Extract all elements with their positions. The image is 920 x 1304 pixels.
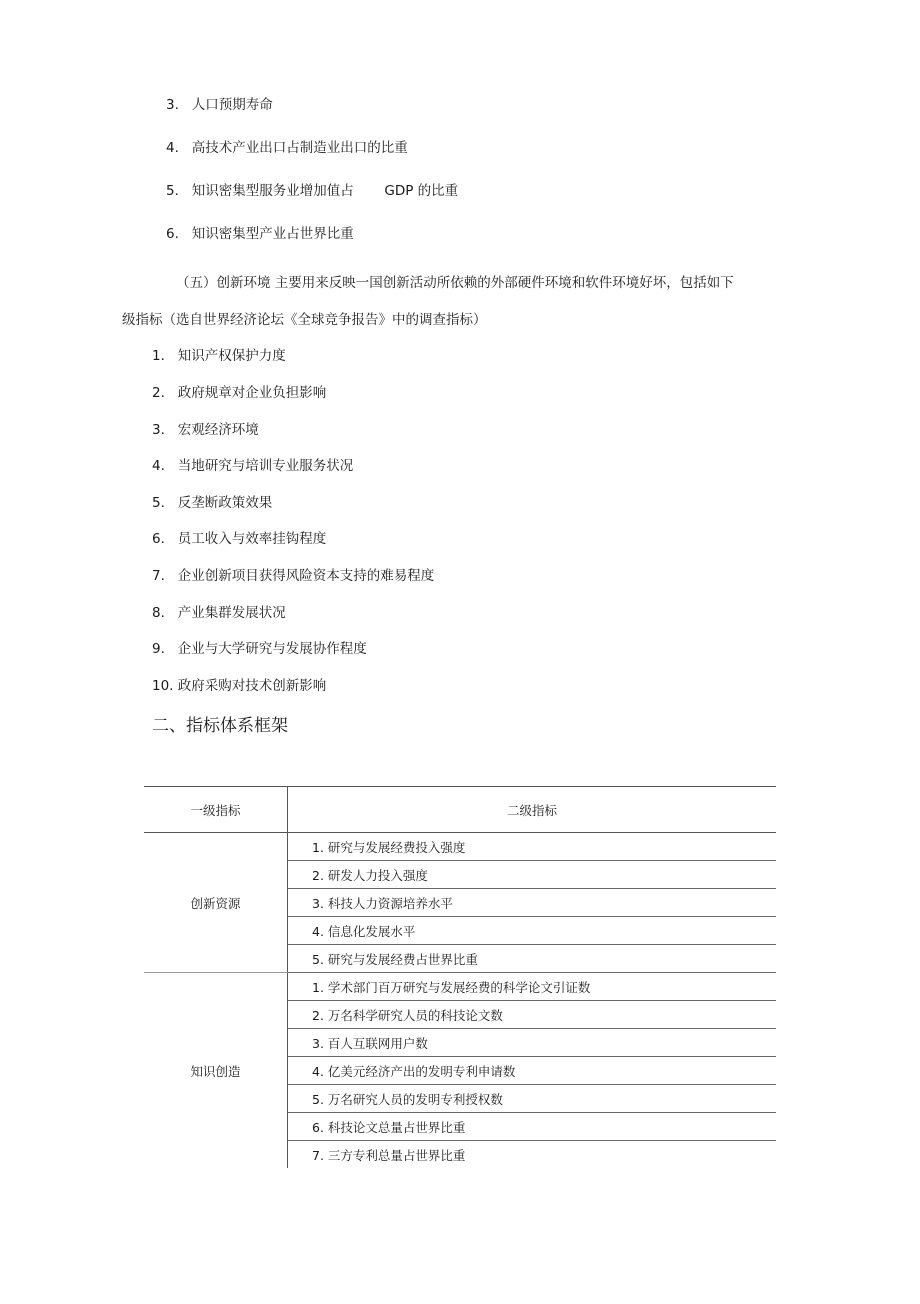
list-number: 9.: [152, 641, 165, 657]
list-text: 产业集群发展状况: [177, 605, 286, 621]
list-item: [152, 567, 434, 585]
list-text: 企业与大学研究与发展协作程度: [177, 641, 367, 657]
list-item: [152, 530, 326, 548]
category-cell: 创新资源: [144, 833, 288, 973]
list-text: 当地研究与培训专业服务状况: [177, 458, 354, 474]
list-text: 企业创新项目获得风险资本支持的难易程度: [177, 568, 435, 584]
list-text: 高技术产业出口占制造业出口的比重: [191, 140, 408, 156]
list-number: 5.: [166, 183, 179, 199]
indicator-table: [144, 786, 776, 1168]
indicator-cell: 4. 信息化发展水平: [288, 917, 777, 945]
list-number: 1.: [152, 348, 165, 364]
list-number: 10.: [152, 678, 174, 694]
list-number: 7.: [152, 568, 165, 584]
table-row: [144, 833, 776, 861]
table-row: [144, 973, 776, 1001]
indicator-cell: 4. 亿美元经济产出的发明专利申请数: [288, 1057, 777, 1085]
section-heading: 二、指标体系框架: [152, 716, 288, 736]
list-text: 反垄断政策效果: [177, 495, 273, 511]
list-number: 4.: [152, 458, 165, 474]
indicator-cell: 3. 百人互联网用户数: [288, 1029, 777, 1057]
indicator-cell: 3. 科技人力资源培养水平: [288, 889, 777, 917]
list-item: [152, 457, 353, 475]
list-number: 6.: [166, 226, 179, 242]
list-item: [166, 182, 458, 200]
table-header-row: [144, 787, 776, 833]
indicator-cell: 6. 科技论文总量占世界比重: [288, 1113, 777, 1141]
indicator-cell: 1. 学术部门百万研究与发展经费的科学论文引证数: [288, 973, 777, 1001]
category-cell: 知识创造: [144, 973, 288, 1169]
list-text-continued: GDP 的比重: [384, 183, 459, 199]
table-header-level1: 一级指标: [144, 787, 288, 833]
list-text: 员工收入与效率挂钩程度: [177, 531, 327, 547]
indicator-cell: 2. 万名科学研究人员的科技论文数: [288, 1001, 777, 1029]
indicator-cell: 5. 研究与发展经费占世界比重: [288, 945, 777, 973]
list-text: 政府规章对企业负担影响: [177, 385, 327, 401]
list-text: 人口预期寿命: [191, 97, 273, 113]
list-item: [166, 96, 273, 114]
list-number: 3.: [152, 422, 165, 438]
list-text: 知识密集型服务业增加值占: [191, 183, 354, 199]
list-text: 知识产权保护力度: [177, 348, 286, 364]
list-text: 知识密集型产业占世界比重: [191, 226, 354, 242]
list-item: [152, 604, 286, 622]
list-number: 8.: [152, 605, 165, 621]
section-paragraph-line1: （五）创新环境 主要用来反映一国创新活动所依赖的外部硬件环境和软件环境好坏，包括如下: [176, 275, 734, 291]
list-item: [152, 384, 326, 402]
list-item: [152, 347, 286, 365]
list-number: 2.: [152, 385, 165, 401]
list-item: [166, 225, 354, 243]
list-text: 宏观经济环境: [177, 422, 259, 438]
list-item: [152, 494, 272, 512]
list-number: 6.: [152, 531, 165, 547]
indicator-cell: 7. 三方专利总量占世界比重: [312, 1147, 466, 1163]
list-number: 3.: [166, 97, 179, 113]
section-paragraph-line2: 级指标（选自世界经济论坛《全球竞争报告》中的调查指标）: [122, 312, 487, 328]
table-header-level2: 二级指标: [288, 787, 777, 833]
list-item: [152, 677, 326, 695]
list-item: [152, 421, 259, 439]
indicator-cell: 1. 研究与发展经费投入强度: [288, 833, 777, 861]
indicator-cell: 5. 万名研究人员的发明专利授权数: [288, 1085, 777, 1113]
list-item: [152, 640, 367, 658]
list-item: [166, 139, 408, 157]
indicator-cell: 2. 研发人力投入强度: [288, 861, 777, 889]
list-text: 政府采购对技术创新影响: [177, 678, 327, 694]
list-number: 5.: [152, 495, 165, 511]
list-number: 4.: [166, 140, 179, 156]
